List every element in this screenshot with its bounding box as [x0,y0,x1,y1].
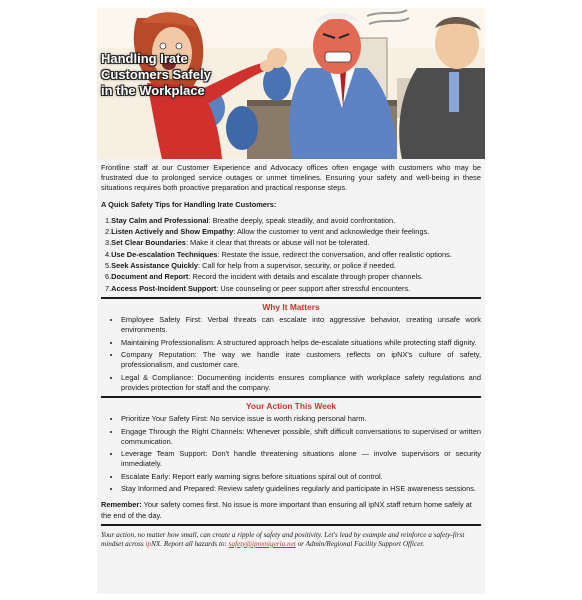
tip-item [105,227,481,237]
tip-number: 7. [105,283,112,293]
brand-nx: NX [151,539,161,548]
tip-item [105,284,481,294]
tip-text: : Breathe deeply, speak steadily, and avoid confrontation. [208,215,396,225]
bullet-item: • Prioritize Your Safety First: No service issue is worth risking personal harm. [121,414,481,424]
tip-number: 6. [105,272,112,282]
tip-text: : Use counseling or peer support after stressful encounters. [216,283,411,293]
section-divider [101,396,481,398]
tip-number: 1. [105,215,112,225]
newsletter-sheet [97,8,485,594]
tip-title: Document and Report [111,272,189,282]
tip-item [105,238,481,248]
remember-text: Your safety comes first. No issue is more important than ensuring all ipNX staff return home safely at the end of the day. [101,500,472,520]
tip-title: Seek Assistance Quickly [111,261,198,270]
your-action-title: Your Action This Week [245,400,337,411]
tip-text: : Restate the issue, redirect the conversation, and offer realistic options. [217,249,452,259]
page-title: Handling Irate Customers Safely in the Workplace [101,51,211,98]
closing-note: Your action, no matter how small, can create a ripple of safety and positivity. Let's lead by example and reinforce a safety-first mindset across ipNX. Report all hazards to: safety@ipnxnigeria.net or Admin/Regional Facility Support Officer. [101,530,465,548]
tip-text: : Call for help from a supervisor, security, or police if needed. [198,261,396,270]
tip-item [105,216,481,226]
bullet-item: • Company Reputation: The way we handle irate customers reflects on ipNX's culture of safety, professionalism, and customer care. [121,350,481,370]
tip-title: Use De-escalation Techniques [111,249,218,259]
tip-text: : Allow the customer to vent and acknowledge their feelings. [233,227,430,237]
tip-title: Set Clear Boundaries [111,238,186,248]
tips-heading: A Quick Safety Tips for Handling Irate Customers: [101,199,277,209]
tip-title: Stay Calm and Professional [111,215,209,225]
article-body [97,163,485,549]
tip-title: Listen Actively and Show Empathy [111,227,234,237]
remember-label: Remember: [101,500,142,510]
intro-paragraph: Frontline staff at our Customer Experience and Advocacy offices often engage with customers who may be frustrated due to prolonged service outages or unmet timelines. Ensuring your safety and well-being in these situations requires both proactive preparation and practical response steps. [101,163,481,193]
bullet-item: • Escalate Early: Report early warning signs before situations spiral out of control. [121,472,481,482]
bullet-item: • Legal & Compliance: Documenting incidents ensures compliance with workplace safety regulations and provides protection for staff and the company. [121,373,481,393]
brand-ip: ip [145,539,152,548]
safety-email-link[interactable]: safety@ipnxnigeria.net [228,539,296,548]
bullet-item: • Maintaining Professionalism: A structured approach helps de-escalate situations while protecting staff dignity. [121,338,481,348]
tip-number: 4. [105,249,112,259]
bullet-item: • Employee Safety First: Verbal threats can escalate into aggressive behavior, creating unsafe work environments. [121,315,481,335]
section-divider [101,297,481,299]
tip-text: : Make it clear that threats or abuse will not be tolerated. [185,238,370,248]
tip-number: 2. [105,227,112,237]
tip-item [105,272,481,282]
bullet-item: • Engage Through the Right Channels: Whenever possible, shift difficult conversations to supervised or written communication. [121,427,481,447]
tip-text: : Record the incident with details and escalate through proper channels. [188,272,423,282]
tips-list [101,216,481,294]
bullet-item: • Leverage Team Support: Don't handle threatening situations alone — involve supervisors or security immediately. [121,449,481,469]
your-action-list [101,414,481,494]
hero-banner [97,8,485,159]
bullet-item: • Stay Informed and Prepared: Review safety guidelines regularly and participate in HSE awareness sessions. [121,484,481,494]
why-it-matters-list [101,315,481,393]
tip-number: 5. [105,261,112,270]
remember-note [101,500,481,520]
tip-number: 3. [105,238,112,248]
section-divider [101,524,481,526]
tip-item [105,250,481,260]
why-it-matters-title: Why It Matters [262,301,320,312]
tip-item [105,261,481,271]
tip-title: Access Post-Incident Support [111,283,217,293]
